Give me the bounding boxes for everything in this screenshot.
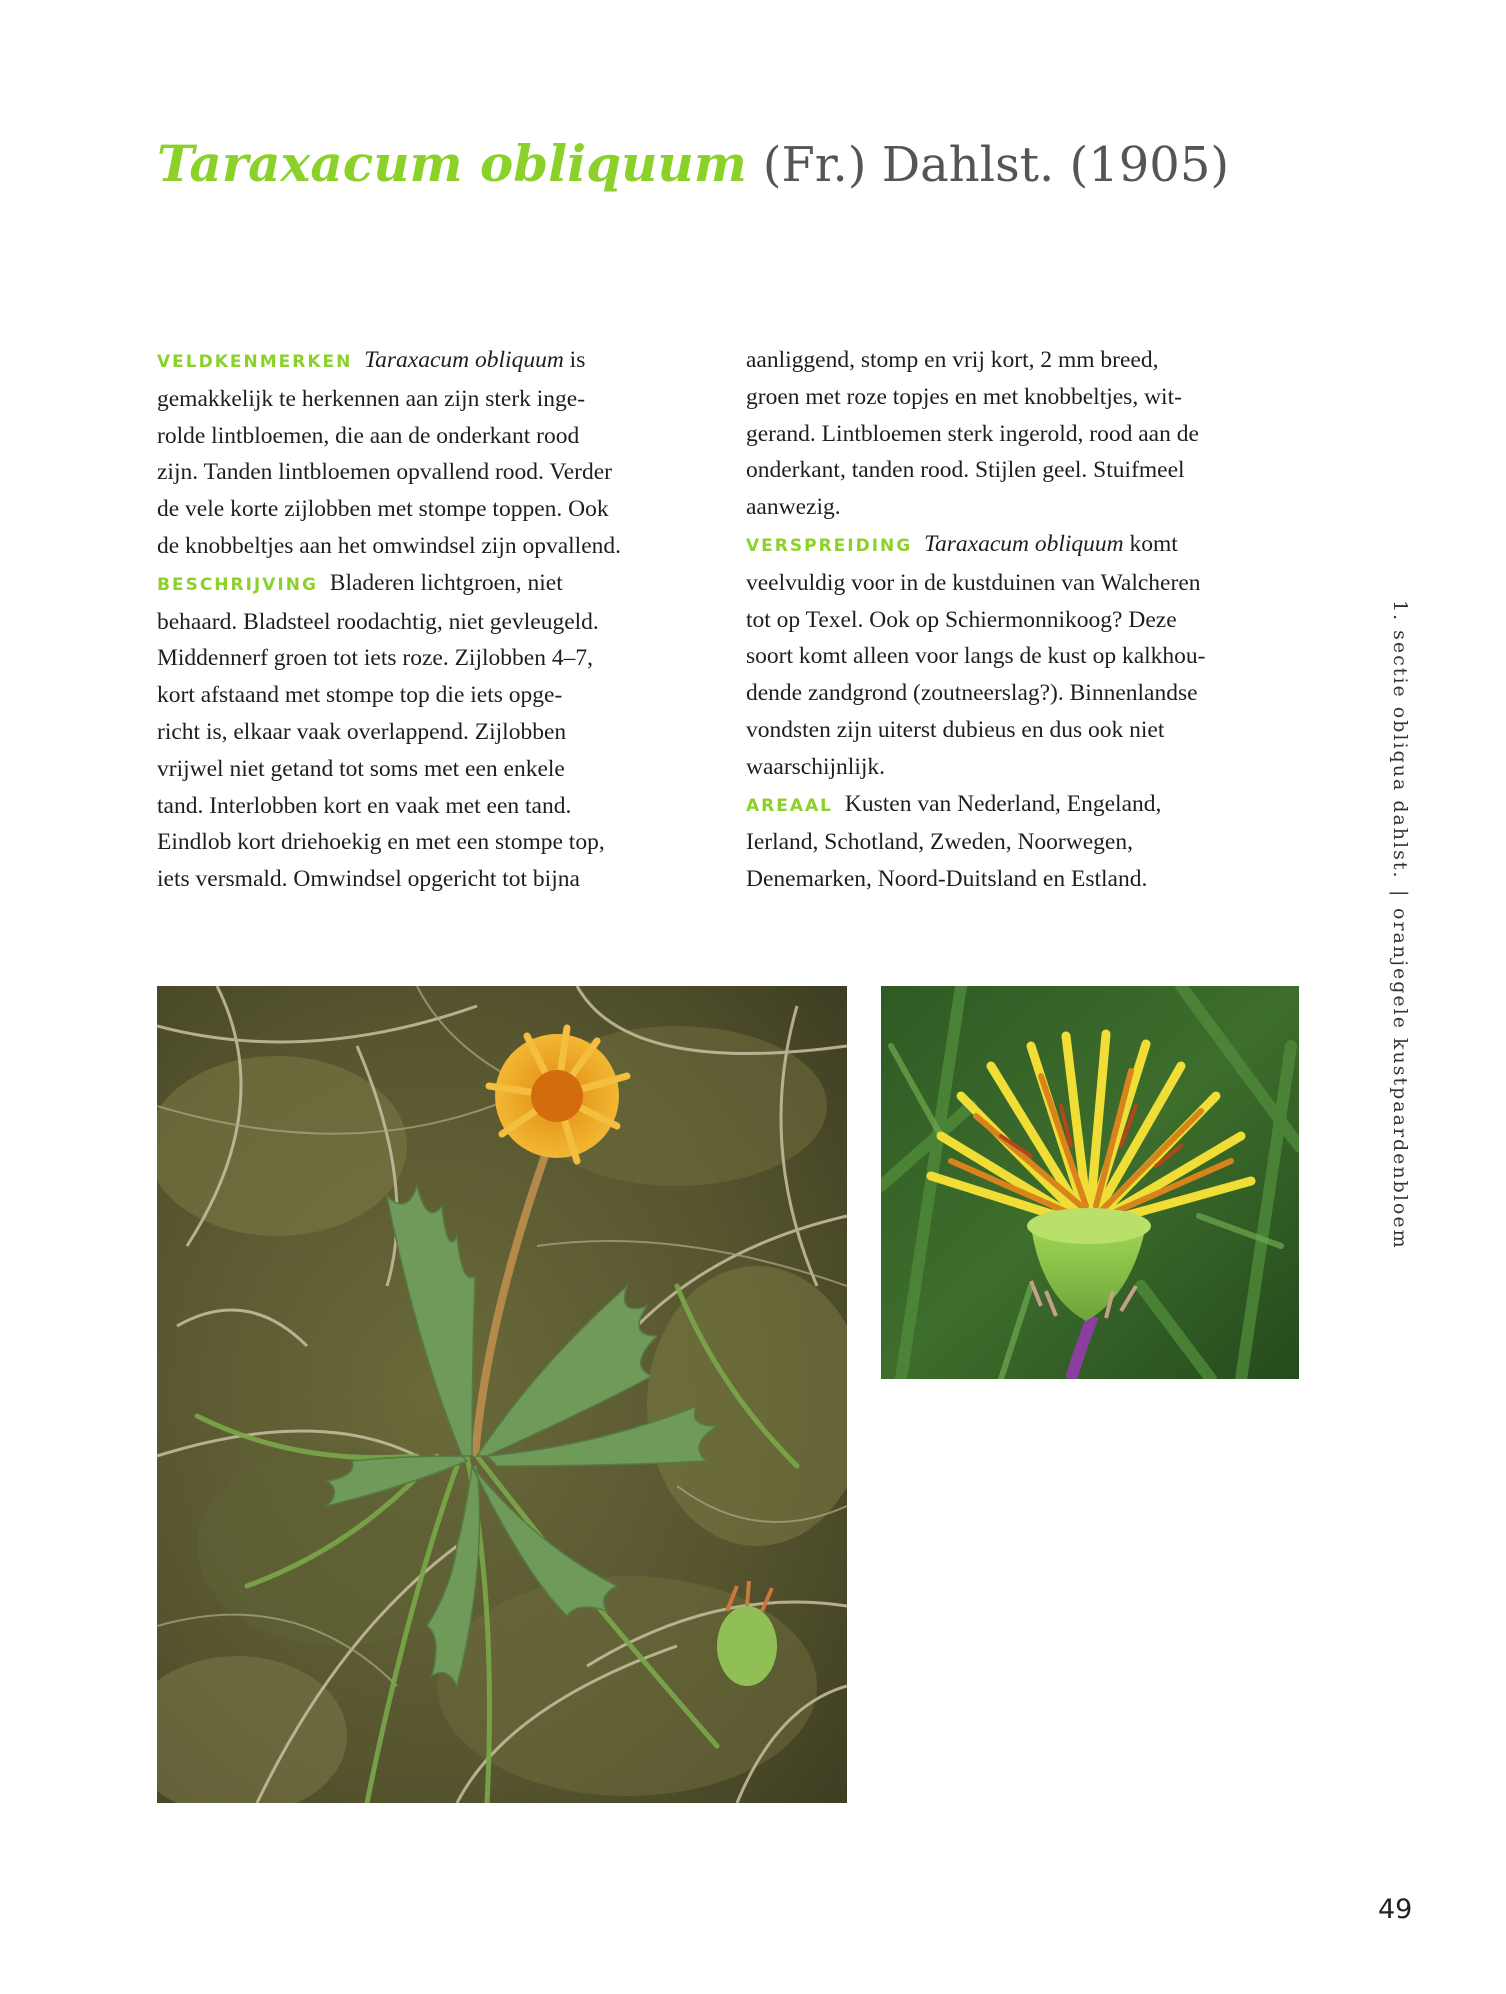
- veld-line-2: rolde lintbloemen, die aan de onderkant rood: [157, 422, 580, 449]
- beschrijving-cont-line-3: onderkant, tanden rood. Stijlen geel. Stuifmeel: [746, 457, 1185, 484]
- beschrijving-line-8: iets versmald. Omwindsel opgericht tot bijna: [157, 866, 580, 893]
- areaal-line-0-text: Kusten van Nederland, Engeland,: [844, 790, 1162, 817]
- beschrijving-line-6: tand. Interlobben kort en vaak met een tand.: [157, 792, 572, 819]
- beschrijving-line-1: behaard. Bladsteel roodachtig, niet gevleugeld.: [157, 608, 599, 635]
- verspreiding-line-0: [746, 526, 1306, 565]
- flower-closeup-illustration: [881, 986, 1299, 1379]
- flower-closeup-photo: [881, 986, 1299, 1379]
- veldkenmerken-species: Taraxacum obliquum: [364, 347, 564, 373]
- veld-line-3: zijn. Tanden lintbloemen opvallend rood. Verder: [157, 459, 612, 486]
- running-sidebar: [1382, 600, 1418, 1340]
- page-title: [157, 134, 1229, 193]
- veldkenmerken-label: VELDKENMERKEN: [157, 352, 353, 372]
- beschrijving-cont-line-4: aanwezig.: [746, 494, 841, 521]
- veld-line-5: de knobbeltjes aan het omwindsel zijn opvallend.: [157, 532, 622, 559]
- page-number: 49: [1378, 1894, 1413, 1925]
- plant-photo: [157, 986, 847, 1803]
- verspreiding-line-3: soort komt alleen voor langs de kust op kalkhou-: [746, 643, 1206, 670]
- beschrijving-cont-line-1: groen met roze topjes en met knobbeltjes, wit-: [746, 383, 1182, 410]
- areaal-line-0: [746, 786, 1306, 825]
- verspreiding-line-6: waarschijnlijk.: [746, 753, 886, 780]
- scientific-name: Taraxacum obliquum: [157, 134, 747, 193]
- areaal-label: AREAAL: [746, 795, 834, 816]
- verspreiding-line-5: vondsten zijn uiterst dubieus en dus ook niet: [746, 716, 1165, 743]
- left-column: [157, 342, 717, 898]
- beschrijving-line-2: Middennerf groen tot iets roze. Zijlobben 4–7,: [157, 645, 593, 672]
- verspreiding-label: VERSPREIDING: [746, 535, 913, 556]
- sidebar-separator: |: [1389, 889, 1411, 898]
- areaal-line-1: Ierland, Schotland, Zweden, Noorwegen,: [746, 829, 1133, 856]
- beschrijving-cont-line-0: aanliggend, stomp en vrij kort, 2 mm breed,: [746, 347, 1159, 373]
- beschrijving-label: BESCHRIJVING: [157, 574, 318, 595]
- beschrijving-line-3: kort afstaand met stompe top die iets opge-: [157, 682, 563, 709]
- right-column: [746, 342, 1306, 898]
- verspreiding-line-2: tot op Texel. Ook op Schiermonnikoog? Deze: [746, 606, 1177, 633]
- beschrijving-line-4: richt is, elkaar vaak overlappend. Zijlobben: [157, 718, 567, 745]
- beschrijving-line-0: [157, 565, 717, 604]
- plant-photo-illustration: [157, 986, 847, 1803]
- authority: (Fr.) Dahlst. (1905): [762, 137, 1230, 193]
- verspreiding-line-1: veelvuldig voor in de kustduinen van Walcheren: [746, 569, 1201, 596]
- verspreiding-species: Taraxacum obliquum: [924, 530, 1124, 557]
- veld-line-0: [157, 342, 717, 381]
- beschrijving-line-5: vrijwel niet getand tot soms met een enkele: [157, 755, 565, 782]
- sidebar-section: 1. sectie obliqua dahlst.: [1389, 600, 1411, 880]
- beschrijving-line-0-text: Bladeren lichtgroen, niet: [329, 569, 563, 596]
- sidebar-group: oranjegele kustpaardenbloem: [1389, 907, 1411, 1250]
- veld-line-1: gemakkelijk te herkennen aan zijn sterk inge-: [157, 385, 586, 412]
- beschrijving-line-7: Eindlob kort driehoekig en met een stompe top,: [157, 829, 605, 856]
- areaal-line-2: Denemarken, Noord-Duitsland en Estland.: [746, 866, 1148, 893]
- verspreiding-line-4: dende zandgrond (zoutneerslag?). Binnenlandse: [746, 680, 1198, 707]
- veld-line-0-text: is: [569, 347, 586, 373]
- veld-line-4: de vele korte zijlobben met stompe toppen. Ook: [157, 496, 609, 523]
- beschrijving-cont-line-2: gerand. Lintbloemen sterk ingerold, rood aan de: [746, 420, 1199, 447]
- verspreiding-line-0-text: komt: [1129, 530, 1178, 557]
